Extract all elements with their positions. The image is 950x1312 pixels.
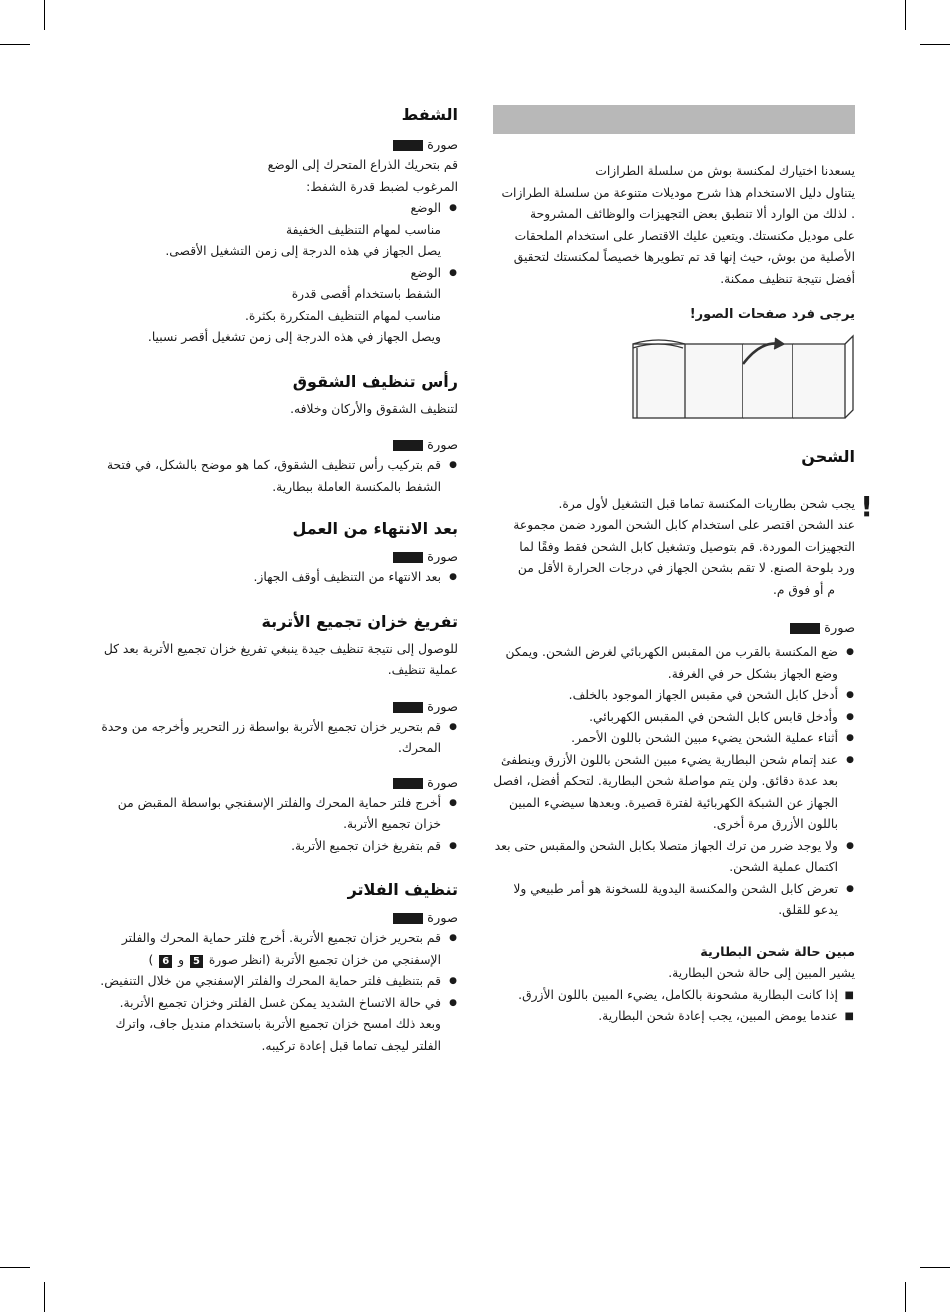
charging-steps <box>493 642 855 922</box>
crevice-steps <box>95 455 458 498</box>
empty-bin-steps <box>95 717 458 760</box>
list-item: ■ عندما يومض المبين، يجب إعادة شحن البطارية. <box>493 1006 855 1028</box>
text-line: يصل الجهاز في هذه الدرجة إلى زمن التشغيل الأقصى. <box>165 244 441 258</box>
crop-mark <box>0 1267 30 1268</box>
empty-bin-title: تفريغ خزان تجميع الأتربة <box>261 611 458 631</box>
crop-mark <box>44 1282 45 1312</box>
figure-label: صورة <box>824 621 855 636</box>
intro-line: على موديل مكنستك. ويتعين عليك الاقتصار على استخدام الملحقات <box>514 228 855 243</box>
left-column <box>95 100 458 1057</box>
intro-line: يتناول دليل الاستخدام هذا شرح موديلات متنوعة من سلسلة الطرازات <box>501 185 855 200</box>
text-line: ويصل الجهاز في هذه الدرجة إلى زمن تشغيل أقصر نسبيا. <box>147 330 441 344</box>
suction-modes <box>95 263 458 285</box>
empty-bin-steps <box>95 793 458 858</box>
figure-number-box <box>790 623 820 634</box>
list-item: ● ضع المكنسة بالقرب من المقبس الكهربائي لغرض الشحن. ويمكن وضع الجهاز بشكل حر في الغرفة. <box>493 642 855 685</box>
text-line: مناسب لمهام التنظيف المتكررة بكثرة. <box>244 308 441 323</box>
warning-line: ورد بلوحة الصنع. لا تقم بشحن الجهاز في درجات الحرارة الأقل من <box>517 561 855 575</box>
list-item: ● قم بتفريغ خزان تجميع الأتربة. <box>95 836 458 858</box>
intro-paragraph <box>493 161 855 290</box>
closing-paren: ) <box>148 952 154 967</box>
text-line: المرغوب لضبط قدرة الشفط: <box>306 179 458 194</box>
figure-label: صورة <box>427 550 458 565</box>
suction-text <box>95 155 458 349</box>
figure-number-box <box>393 552 423 563</box>
crop-mark <box>44 0 45 30</box>
intro-line: يسعدنا اختيارك لمكنسة بوش من سلسلة الطرازات <box>595 164 855 178</box>
figure-reference <box>95 700 458 715</box>
after-work-steps <box>95 567 458 589</box>
figure-label: صورة <box>427 911 458 926</box>
list-item: ● ولا يوجد ضرر من ترك الجهاز متصلا بكابل الشحن والمقبس حتى بعد اكتمال عملية الشحن. <box>493 836 855 879</box>
figure-ref-badge: 5 <box>190 955 203 968</box>
list-item: ● أثناء عملية الشحن يضيء مبين الشحن باللون الأحمر. <box>493 728 855 750</box>
intro-line: . لذلك من الوارد ألا تنطبق بعض التجهيزات والوظائف المشروحة <box>530 207 855 221</box>
crop-mark <box>905 1282 906 1312</box>
text-line: الشفط باستخدام أقصى قدرة <box>291 287 441 301</box>
empty-bin-text: للوصول إلى نتيجة تنظيف جيدة ينبغي تفريغ خزان تجميع الأتربة بعد كل عملية تنظيف. <box>103 641 458 677</box>
figure-number-box <box>393 702 423 713</box>
header-bar <box>493 105 855 134</box>
figure-label: صورة <box>427 438 458 453</box>
list-item: ● بعد الانتهاء من التنظيف أوقف الجهاز. <box>95 567 458 589</box>
figure-label: صورة <box>427 699 458 715</box>
battery-states <box>493 985 855 1028</box>
figure-label: صورة <box>427 775 458 791</box>
list-item: ● الوضع <box>95 263 458 285</box>
figure-reference <box>95 138 458 153</box>
crevice-title: رأس تنظيف الشقوق <box>292 371 458 391</box>
list-item: ● قم بتركيب رأس تنظيف الشقوق، كما هو موضح بالشكل، في فتحة الشفط بالمكنسة العاملة ببطارية. <box>95 455 458 498</box>
battery-intro: يشير المبين إلى حالة شحن البطارية. <box>668 966 855 980</box>
warning-icon: ! <box>860 489 873 523</box>
warning-line: م أو فوق م. <box>773 582 835 597</box>
folded-pages-icon <box>493 332 855 424</box>
figure-number-box <box>393 778 423 789</box>
intro-line: الأصلية من بوش، حيث إنها قد تم تطويرها خصيصاً لمكنستك لتحقيق <box>513 250 855 264</box>
list-item: ● أدخل كابل الشحن في مقبس الجهاز الموجود بالخلف. <box>493 685 855 707</box>
list-item: ● وأدخل قابس كابل الشحن في المقبس الكهربائي. <box>493 707 855 729</box>
crop-mark <box>905 0 906 30</box>
crop-mark <box>0 44 30 45</box>
warning-block <box>493 489 873 602</box>
battery-title: مبين حالة شحن البطارية <box>700 944 855 960</box>
crop-mark <box>920 44 950 45</box>
after-work-title: بعد الانتهاء من العمل <box>292 519 458 538</box>
filters-title: تنظيف الفلاتر <box>347 880 458 899</box>
text-line: قم بتحريك الذراع المتحرك إلى الوضع <box>267 158 458 172</box>
figure-reference <box>95 438 458 453</box>
list-item: ● تعرض كابل الشحن والمكنسة اليدوية للسخونة هو أمر طبيعي ولا يدعو للقلق. <box>493 879 855 922</box>
unfold-title: يرجى فرد صفحات الصور! <box>689 307 855 322</box>
folded-pages-illustration <box>493 332 855 424</box>
warning-line: عند الشحن اقتصر على استخدام كابل الشحن المورد ضمن مجموعة <box>513 518 855 532</box>
suction-modes <box>95 198 458 220</box>
figure-label: صورة <box>427 138 458 153</box>
suction-title: الشفط <box>401 105 458 124</box>
filters-steps <box>95 928 458 1014</box>
text-line: وبعد ذلك امسح خزان تجميع الأتربة باستخدام منديل جاف، واترك الفلتر ليجف تماما قبل إعادة تركيبه. <box>115 1017 441 1053</box>
right-column <box>493 100 873 1028</box>
list-item: ■ إذا كانت البطارية مشحونة بالكامل، يضيء المبين باللون الأزرق. <box>493 985 855 1007</box>
list-item: ● قم بتحرير خزان تجميع الأتربة بواسطة زر التحرير وأخرجه من وحدة المحرك. <box>95 717 458 760</box>
charging-title: الشحن <box>801 446 855 466</box>
conjunction: و <box>178 952 185 967</box>
warning-line: يجب شحن بطاريات المكنسة تماما قبل التشغيل لأول مرة. <box>558 496 855 511</box>
figure-reference <box>95 550 458 565</box>
list-item: ● قم بتنظيف فلتر حماية المحرك والفلتر الإسفنجي من خلال التنفيض. <box>95 971 458 993</box>
crop-mark <box>920 1267 950 1268</box>
figure-reference <box>95 776 458 791</box>
figure-number-box <box>393 140 423 151</box>
crevice-text: لتنظيف الشقوق والأركان وخلافه. <box>290 401 458 416</box>
intro-line: أفضل نتيجة تنظيف ممكنة. <box>720 271 855 286</box>
list-item: ● عند إتمام شحن البطارية يضيء مبين الشحن باللون الأزرق وينطفئ بعد عدة دقائق. ولن يتم مواصلة شحن البطارية. لتحكم أفضل، افصل الجهاز عن الشبكة الكهربائية لفترة قصيرة. وبعدها سيضيء المبين باللون الأزرق مرة أخرى. <box>493 750 855 836</box>
warning-line: التجهيزات الموردة. قم بتوصيل وتشغيل كابل الشحن فقط وفقًا لما <box>519 539 855 554</box>
figure-reference <box>95 911 458 926</box>
list-item: ● في حالة الاتساخ الشديد يمكن غسل الفلتر وخزان تجميع الأتربة. <box>95 993 458 1015</box>
text-line: مناسب لمهام التنظيف الخفيفة <box>286 222 441 237</box>
figure-number-box <box>393 913 423 924</box>
figure-number-box <box>393 440 423 451</box>
list-item <box>95 928 458 971</box>
list-item: ● أخرج فلتر حماية المحرك والفلتر الإسفنجي بواسطة المقبض من خزان تجميع الأتربة. <box>95 793 458 836</box>
figure-reference <box>493 621 855 636</box>
list-item: ● الوضع <box>95 198 458 220</box>
figure-ref-badge: 6 <box>159 955 172 968</box>
step-text: قم بتحرير خزان تجميع الأتربة. أخرج فلتر حماية المحرك والفلتر الإسفنجي من خزان تجميع الأتربة (انظر صورة <box>121 931 441 967</box>
